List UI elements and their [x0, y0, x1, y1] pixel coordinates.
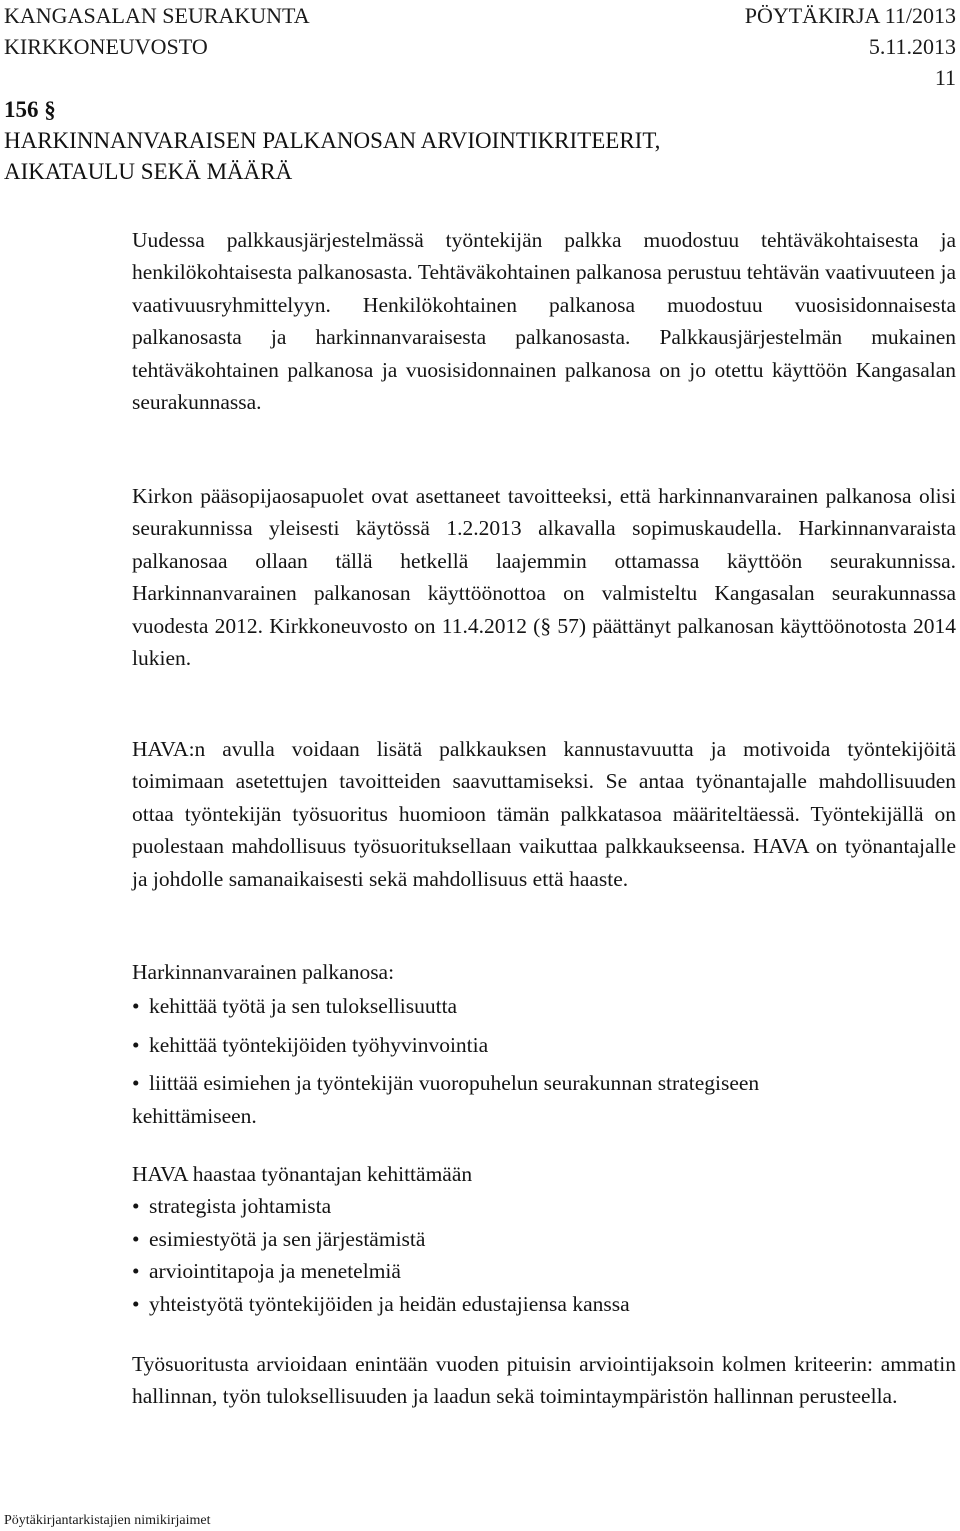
- section-title-line-2: AIKATAULU SEKÄ MÄÄRÄ: [4, 159, 293, 184]
- section-heading: [4, 94, 660, 187]
- list-label: Harkinnanvarainen palkanosa:: [132, 960, 395, 984]
- paragraph-text: Työsuoritusta arvioidaan enintään vuoden pituisin arviointijaksoin kolmen kriteerin: ammatin hallinnan, työn tuloksellisuuden ja laadun sekä toimintaympäristön hallinnan perusteella.: [132, 1352, 956, 1409]
- bullet-icon: •: [132, 994, 140, 1019]
- header-document-type: PÖYTÄKIRJA 11/2013: [744, 3, 956, 28]
- paragraph-salary-structure: [132, 224, 956, 418]
- list-item: • kehittää työtä ja sen tuloksellisuutta: [132, 990, 956, 1022]
- bullet-icon: •: [132, 1032, 140, 1057]
- list-discretionary-pay: [132, 956, 956, 1138]
- paragraph-text: Uudessa palkkausjärjestelmässä työntekijän palkka muodostuu tehtäväkohtaisesta ja henkilökohtaisesta palkanosasta. Tehtäväkohtainen palkanosa perustuu tehtävän vaativuuteen ja vaativuusryhmittelyyn. Henkilökohtainen palkanosa muodostuu vuosisidonnaisesta palkanosasta ja harkinnanvaraisesta palkanosasta. Palkkausjärjestelmän mukainen tehtäväkohtainen palkanosa ja vuosisidonnainen palkanosa on jo otettu käyttöön Kangasalan seurakunnassa.: [132, 228, 956, 415]
- paragraph-text: Kirkon pääsopijaosapuolet ovat asettaneet tavoitteeksi, että harkinnanvarainen palkanosa olisi seurakunnissa yleisesti käytössä 1.2.2013 alkavalla sopimuskaudella. Harkinnanvaraista palkanosaa ollaan tällä hetkellä laajemmin ottamassa käyttöön seurakunnissa. Harkinnanvarainen palkanosan käyttöönottoa on valmisteltu Kangasalan seurakunnassa vuodesta 2012. Kirkkoneuvosto on 11.4.2012 (§ 57) päättänyt palkanosan käyttöönotosta 2014 lukien.: [132, 484, 956, 671]
- bullet-icon: •: [132, 1226, 140, 1251]
- header-organization: KANGASALAN SEURAKUNTA: [4, 3, 310, 28]
- bullet-icon: •: [132, 1259, 140, 1284]
- footer-initials-label: Pöytäkirjantarkistajien nimikirjaimet: [4, 1513, 211, 1528]
- list-item: • yhteistyötä työntekijöiden ja heidän edustajiensa kanssa: [132, 1288, 956, 1320]
- page-number: 11: [934, 65, 956, 90]
- section-number: 156 §: [4, 97, 56, 122]
- header-row-1: [4, 2, 956, 30]
- paragraph-hava-purpose: [132, 733, 956, 895]
- header-row-2: [4, 33, 956, 61]
- header-body: KIRKKONEUVOSTO: [4, 34, 208, 59]
- paragraph-evaluation: [132, 1348, 956, 1413]
- list-item-continuation: kehittämiseen.: [132, 1103, 257, 1128]
- list-item: • esimiestyötä ja sen järjestämistä: [132, 1223, 956, 1255]
- bullet-list: [132, 990, 956, 1132]
- paragraph-text: HAVA:n avulla voidaan lisätä palkkauksen kannustavuutta ja motivoida työntekijöitä toimimaan asetettujen tavoitteiden saavuttamiseksi. Se antaa työnantajalle mahdollisuuden ottaa työntekijän työsuoritus huomioon tämän palkkatasoa määriteltäessä. Työntekijällä on puolestaan mahdollisuus työsuorituksellaan vaikuttaa palkkaukseensa. HAVA on työnantajalle ja johdolle samanaikaisesti sekä mahdollisuus että haaste.: [132, 737, 956, 891]
- list-item: • liittää esimiehen ja työntekijän vuoropuhelun seurakunnan strategiseen kehittämiseen.: [132, 1067, 956, 1132]
- bullet-icon: •: [132, 1291, 140, 1316]
- list-label: HAVA haastaa työnantajan kehittämään: [132, 1162, 473, 1186]
- list-item: • arviointitapoja ja menetelmiä: [132, 1255, 956, 1287]
- paragraph-agreement-goal: [132, 480, 956, 674]
- bullet-icon: •: [132, 1071, 140, 1096]
- header-date: 5.11.2013: [868, 34, 956, 59]
- list-employer-development: [132, 1158, 956, 1320]
- bullet-icon: •: [132, 1194, 140, 1219]
- list-item: • kehittää työntekijöiden työhyvinvointia: [132, 1029, 956, 1061]
- list-item: • strategista johtamista: [132, 1190, 956, 1222]
- bullet-list: [132, 1190, 956, 1320]
- section-title-line-1: HARKINNANVARAISEN PALKANOSAN ARVIOINTIKRITEERIT,: [4, 128, 661, 153]
